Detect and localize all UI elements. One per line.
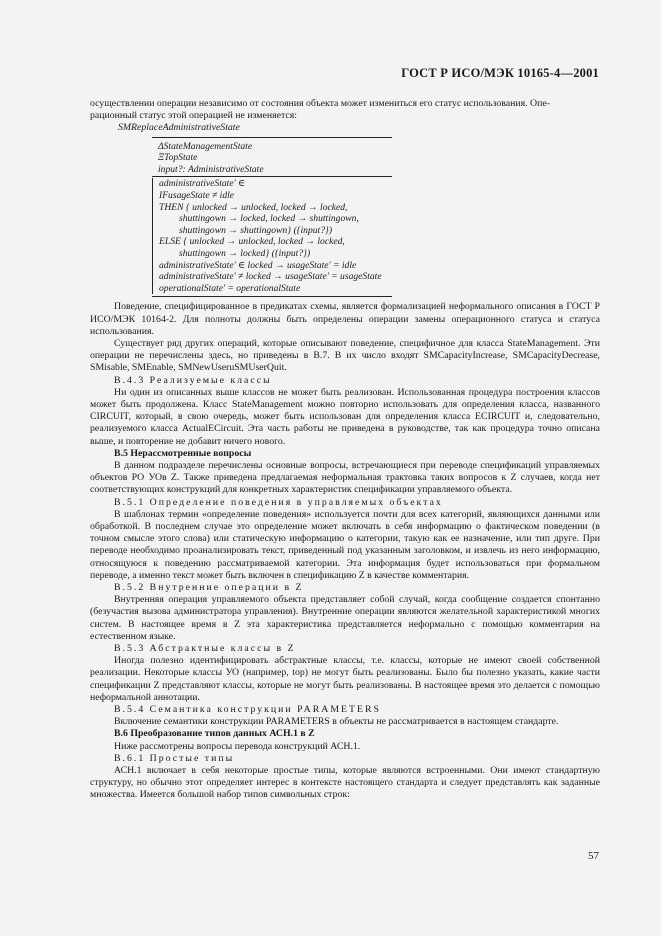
schema-pred: administrativeState' ≠ locked → usageState' = usageState <box>152 271 392 283</box>
paragraph: Ни один из описанных выше классов не может быть реализован. Использованная процедура построения классов может быть продолжена. Класс StateManagement можно повторно использовать для определения класса, названного CIRCUIT, который, в свою очередь, может быть использован для определения класса ECIRCUIT и, следовательно, реализуемого класса ActualECircuit. Эта часть работы не приведена в руководстве, так как процедура точно описана выше, и повторение не добавит ничего нового. <box>90 386 600 447</box>
subsection-heading: В.5.1 Определение поведения в управляемых объектах <box>114 496 443 508</box>
paragraph: Поведение, специфицированное в предикатах схемы, является формализацией неформального описания в ГОСТ Р ИСО/МЭК 10164-2. Для полноты должны быть определены операции замены операционного статуса и статуса использования. <box>90 301 600 337</box>
paragraph: АСН.1 включает в себя некоторые простые типы, которые являются встроенными. Они имеют стандартную структуру, но обычно этот определяет интерес в контексте настоящего стандарта и следует представлять как заданные множества. Имеется большой набор типов символьных строк: <box>90 765 600 801</box>
schema-pred: shuttingown → locked} ({input?}) <box>152 248 392 260</box>
paragraph: Включение семантики конструкции PARAMETERS в объекты не рассматривается в настоящем стандарте. <box>114 716 559 728</box>
subsection-heading: В.5.3 Абстрактные классы в Z <box>114 643 296 655</box>
paragraph: Ниже рассмотрены вопросы перевода конструкций АСН.1. <box>114 740 361 752</box>
subsection-heading: В.5.4 Семантика конструкции PARAMETERS <box>114 704 381 716</box>
schema-pred: operationalState' = operationalState <box>152 283 392 295</box>
page-body <box>90 98 600 802</box>
schema-predicates <box>152 176 392 297</box>
schema-pred: administrativeState' ∈ <box>152 178 392 190</box>
subsection-heading: В.4.3 Реализуемые классы <box>114 374 272 386</box>
schema-decl: input?: AdministrativeState <box>158 163 264 175</box>
paragraph: В данном подразделе перечислены основные вопросы, встречающиеся при переводе спецификаций управляемых объектов РО УОв Z. Также приведена предлагаемая неформальная трактовка таких вопросов к Z случаев, когда нет соответствующих конструкций для конкретных характеристик спецификации управляемого объекта. <box>90 459 600 496</box>
schema-pred: IFusageState ≠ idle <box>152 190 392 202</box>
z-schema-box <box>152 137 392 298</box>
intro-paragraph-cont: рационный статус этой операцией не изменяется: <box>90 110 297 122</box>
document-header: ГОСТ Р ИСО/МЭК 10165-4—2001 <box>401 66 599 80</box>
schema-name: SMReplaceAdministrativeState <box>118 122 240 134</box>
schema-pred: ELSE { unlocked → unlocked, locked → locked, <box>152 236 392 248</box>
subsection-heading: В.6.1 Простые типы <box>114 752 235 764</box>
schema-decl: ΔStateManagementState <box>158 140 253 152</box>
schema-pred: shuttingown → locked, locked → shuttingown, <box>152 213 392 225</box>
paragraph: Внутренняя операция управляемого объекта представляет собой случай, когда сообщение создается спонтанно (безучастия вызова администратора управления). Внутренние операции являются желательной характеристикой многих систем. В настоящее время в Z эта характеристика представляется неформально с помощью комментария на естественном языке. <box>90 594 600 642</box>
section-heading: В.6 Преобразование типов данных АСН.1 в Z <box>114 728 315 740</box>
schema-pred: administrativeState' ∈ locked → usageState' = idle <box>152 260 392 272</box>
paragraph: Иногда полезно идентифицировать абстрактные классы, т.е. классы, которые не имеют своей собственной реализации. Некоторые классы УО (например, top) не могут быть реализованы. Было бы полезно указать, какие части спецификации Z представляют классы, которые не могут быть реализованы. В настоящее время это делается с помощью неформальной аннотации. <box>90 655 600 703</box>
paragraph: Существует ряд других операций, которые описывают поведение, специфичное для класса StateManagement. Эти операции не перечислены здесь, но приведены в В.7. В их число входят SMCapacityIncrease, SMCapacityDecrease, SMisable, SMEnable, SMNewUseruSMUserQuit. <box>90 337 600 374</box>
section-heading: В.5 Нерассмотренные вопросы <box>114 447 252 459</box>
intro-paragraph: осуществлении операции независимо от состояния объекта может измениться его статус использования. Опе- <box>90 98 550 109</box>
schema-decl: ΞTopState <box>158 152 198 164</box>
schema-declarations <box>152 137 392 177</box>
schema-pred: THEN { unlocked → unlocked, locked → locked, <box>152 202 392 214</box>
schema-pred: shuttingown → shuttingown} ({input?}) <box>152 225 392 237</box>
subsection-heading: В.5.2 Внутренние операции в Z <box>114 582 304 593</box>
page-number: 57 <box>588 850 599 862</box>
paragraph: В шаблонах термин «определение поведения» используется почти для всех категорий, являющихся данными или обработкой. В последнем случае это определение может включать в себя информацию о фактическом поведении (в точном смысле этого слова) или статическую информацию о категории, такую как ее назначение, или тип друге. При переводе необходимо проанализировать текст, приведенный под указанным заголовком, и извлечь из него информацию, относящуюся к поведению рассматриваемой категории. Эта информация будет использоваться при формальном переводе, а именно текст может быть включен в спецификацию Z в качестве комментария. <box>90 508 600 581</box>
